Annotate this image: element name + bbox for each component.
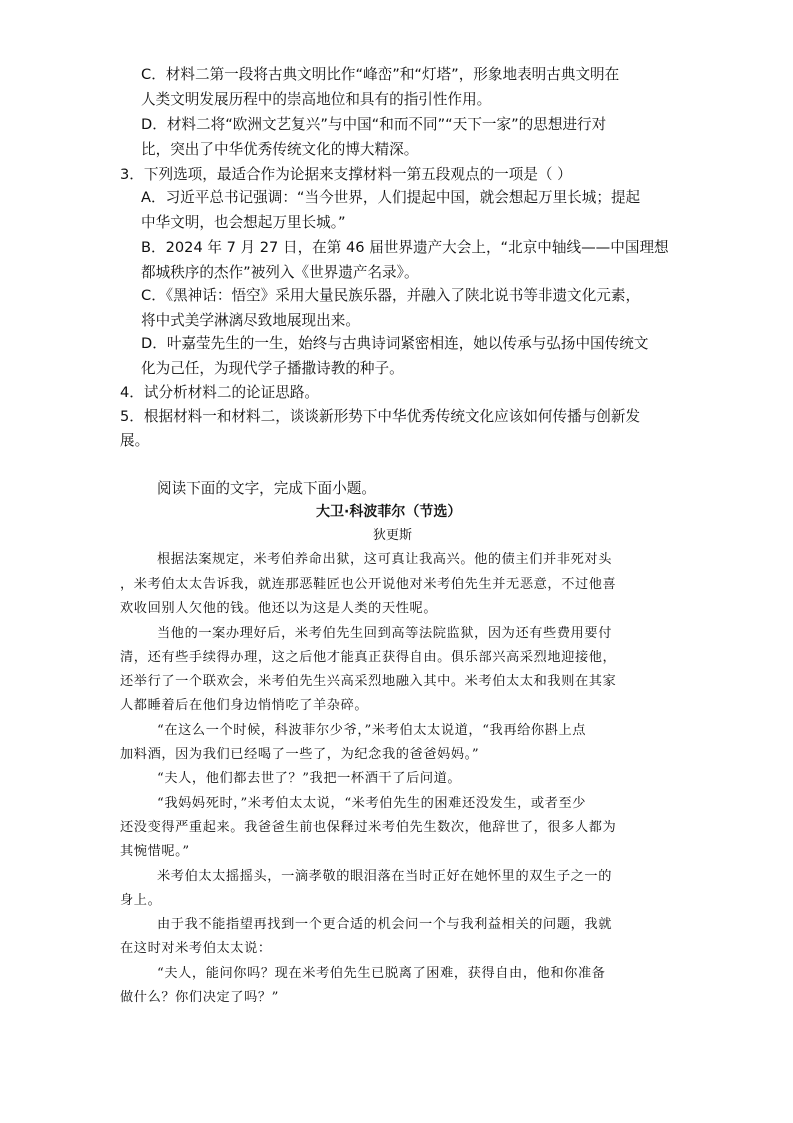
q3-stem: 3．下列选项，最适合作为论据来支撑材料一第五段观点的一项是（ ） [120, 166, 572, 183]
q2-option-c-line2: 人类文明发展历程中的崇高地位和具有的指引性作用。 [141, 91, 492, 108]
q3-option-d-line2: 化为己任，为现代学子播撒诗教的种子。 [141, 360, 404, 377]
q3-option-d-line1: D．叶嘉莹先生的一生，始终与古典诗词紧密相连，她以传承与弘扬中国传统文 [141, 335, 649, 352]
passage-line: 在这时对米考伯太太说： [120, 941, 272, 956]
passage-line: 做什么？你们决定了吗？” [120, 990, 280, 1005]
passage-line: “夫人，能问你吗？现在米考伯先生已脱离了困难，获得自由，他和你准备 [157, 966, 606, 981]
q5-line2: 展。 [120, 432, 150, 449]
q3-option-a-line1: A．习近平总书记强调：“当今世界，人们提起中国，就会想起万里长城；提起 [141, 189, 641, 206]
passage-line: 根据法案规定，米考伯养命出狱，这可真让我高兴。他的债主们并非死对头 [157, 552, 612, 567]
q5-line1: 5．根据材料一和材料二，谈谈新形势下中华优秀传统文化应该如何传播与创新发 [120, 408, 641, 425]
passage-line: 加料酒，因为我们已经喝了一些了，为纪念我的爸爸妈妈。” [120, 747, 480, 762]
passage-line: 还没变得严重起来。我爸爸生前也保释过米考伯先生数次，他辞世了，很多人都为 [120, 820, 617, 835]
q4: 4．试分析材料二的论证思路。 [120, 384, 320, 401]
passage-line: 还举行了一个联欢会，米考伯先生兴高采烈地融入其中。米考伯太太和我则在其家 [120, 674, 617, 689]
reading-author: 狄更斯 [373, 528, 413, 543]
q3-option-b-line1: B．2024 年 7 月 27 日，在第 46 届世界遗产大会上，“北京中轴线——中国理想 [141, 239, 669, 256]
passage-line: 其惋惜呢。” [120, 844, 190, 859]
q3-option-a-line2: 中华文明，也会想起万里长城。” [141, 214, 346, 231]
q3-option-c-line2: 将中式美学淋漓尽致地展现出来。 [141, 312, 360, 329]
reading-instruction: 阅读下面的文字，完成下面小题。 [157, 480, 376, 497]
q3-option-c-line1: C．《黑神话：悟空》采用大量民族乐器，并融入了陕北说书等非遗文化元素， [141, 287, 641, 304]
q3-option-b-line2: 都城秩序的杰作”被列入《世界遗产名录》。 [141, 264, 419, 281]
passage-line: “我妈妈死时，”米考伯太太说，“米考伯先生的困难还没发生，或者至少 [157, 796, 587, 811]
passage-line: 当他的一案办理好后，米考伯先生回到高等法院监狱，因为还有些费用要付 [157, 626, 612, 641]
passage-line: “在这么一个时候，科波菲尔少爷，”米考伯太太说道，“我再给你斟上点 [157, 723, 587, 738]
passage-line: ，米考伯太太告诉我，就连那恶鞋匠也公开说他对米考伯先生并无恶意，不过他喜 [120, 577, 617, 592]
q2-option-c-line1: C．材料二第一段将古典文明比作“峰峦”和“灯塔”，形象地表明古典文明在 [141, 66, 620, 83]
passage-line: 由于我不能指望再找到一个更合适的机会问一个与我利益相关的问题，我就 [157, 917, 612, 932]
passage-line: 人都睡着后在他们身边悄悄吃了羊杂碎。 [120, 698, 369, 713]
passage-line: 米考伯太太摇摇头，一滴孝敬的眼泪落在当时正好在她怀里的双生子之一的 [157, 869, 612, 884]
passage-line: 清，还有些手续得办理，这之后他才能真正获得自由。俱乐部兴高采烈地迎接他， [120, 650, 617, 665]
reading-title: 大卫·科波菲尔（节选） [316, 504, 462, 520]
passage-line: “夫人，他们都去世了？”我把一杯酒干了后问道。 [157, 771, 462, 786]
q2-option-d-line1: D．材料二将“欧洲文艺复兴”与中国“和而不同”“天下一家”的思想进行对 [141, 116, 607, 133]
passage-line: 欢收回别人欠他的钱。他还以为这是人类的天性呢。 [120, 601, 438, 616]
q2-option-d-line2: 比，突出了中华优秀传统文化的博大精深。 [141, 141, 419, 158]
passage-line: 身上。 [120, 893, 162, 908]
